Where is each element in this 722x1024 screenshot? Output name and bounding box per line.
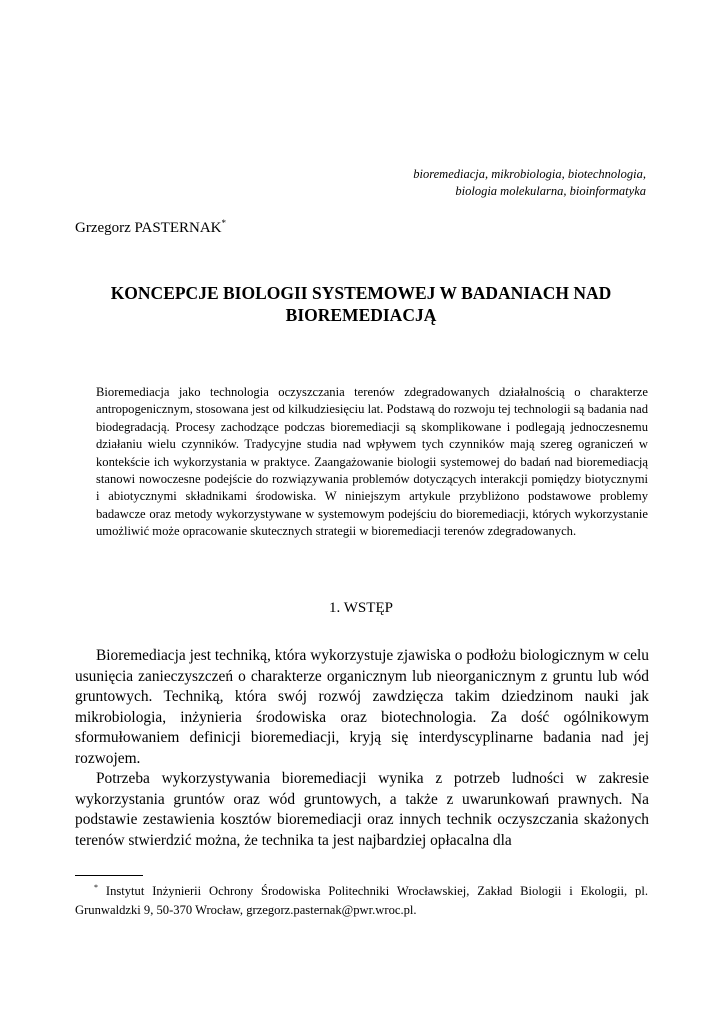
body-text xyxy=(75,646,649,851)
body-paragraph: Bioremediacja jest techniką, która wykorzystuje zjawiska o podłożu biologicznym w celu usunięcia zanieczyszczeń o charakterze organicznym lub nieorganicznym z gruntu lub wód gruntowych. Techniką, która swój rozwój zawdzięcza takim dziedzinom nauki jak mikrobiologia, inżynieria środowiska oraz biotechnologia. Za dość ogólnikowym sformułowaniem definicji bioremediacji, kryją się interdyscyplinarne badania nad jej rozwojem. xyxy=(75,647,649,767)
keywords-line-2: biologia molekularna, bioinformatyka xyxy=(455,184,646,198)
section-heading: 1. WSTĘP xyxy=(329,600,393,616)
author-name: Grzegorz PASTERNAK xyxy=(75,220,222,236)
body-paragraph: Potrzeba wykorzystywania bioremediacji wynika z potrzeb ludności w zakresie wykorzystania gruntów oraz wód gruntowych, a także z uwarunkowań prawnych. Na podstawie zestawienia kosztów bioremediacji oraz innych technik oczyszczania skażonych terenów stwierdzić można, że technika ta jest najbardziej opłacalna dla xyxy=(75,770,649,849)
footnote xyxy=(75,882,648,920)
paper-title-line-1: KONCEPCJE BIOLOGII SYSTEMOWEJ W BADANIACH NAD xyxy=(110,283,612,303)
footnote-marker: * xyxy=(94,882,98,892)
abstract: Bioremediacja jako technologia oczyszczania terenów zdegradowanych działalnością o charakterze antropogenicznym, stosowana jest od kilkudziesięciu lat. Podstawą do rozwoju tej technologii są badania nad biodegradacją. Procesy zachodzące podczas bioremediacji są skomplikowane i podlegają jednoczesnemu działaniu wielu czynników. Tradycyjne studia nad wpływem tych czynników mają szereg ograniczeń w kontekście ich wykorzystania w praktyce. Zaangażowanie biologii systemowej do badań nad bioremediacją stanowi nowoczesne podejście do rozwiązywania problemów dotyczących interakcji pomiędzy biotycznymi i abiotycznymi składnikami środowiska. W niniejszym artykule przybliżono podstawowe problemy badawcze oraz metody wykorzystywane w systemowym podejściu do bioremediacji, których wykorzystanie umożliwić może opracowanie skutecznych strategii w bioremediacji terenów zdegradowanych. xyxy=(96,385,648,539)
author xyxy=(75,219,226,237)
paper-title-line-2: BIOREMEDIACJĄ xyxy=(285,305,437,325)
footnote-divider xyxy=(75,875,143,876)
keywords xyxy=(226,166,646,200)
paper-title xyxy=(75,282,647,326)
keywords-line-1: bioremediacja, mikrobiologia, biotechnologia, xyxy=(413,167,646,181)
footnote-text: Instytut Inżynierii Ochrony Środowiska Politechniki Wrocławskiej, Zakład Biologii i Ekologii, pl. Grunwaldzki 9, 50-370 Wrocław, grzegorz.pasternak@pwr.wroc.pl. xyxy=(75,884,648,917)
author-footnote-marker: * xyxy=(221,218,227,228)
